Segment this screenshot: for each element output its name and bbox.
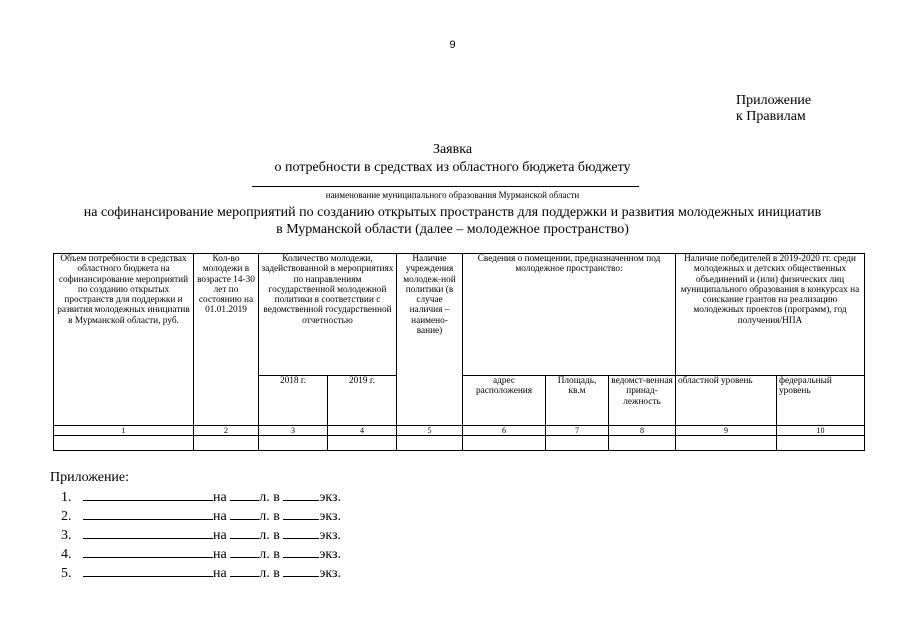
column-number: 8: [609, 426, 676, 436]
attachment-item: [61, 507, 341, 525]
table-cell: [546, 436, 609, 451]
attachment-number: 3.: [61, 528, 72, 543]
attachment-title-blank: [83, 507, 213, 520]
table-cell: [259, 436, 328, 451]
attachment-item: [61, 526, 341, 544]
table-cell: [777, 436, 865, 451]
subheader-regional-level: областной уровень: [676, 376, 777, 426]
attachment-l-v: л. в: [259, 528, 280, 543]
attachment-l-v: л. в: [259, 566, 280, 581]
column-number: 9: [676, 426, 777, 436]
table-number-row: [54, 426, 865, 436]
purpose-line-1: на софинансирование мероприятий по созданию открытых пространств для поддержки и развития молодежных инициатив: [83, 205, 822, 220]
attachment-copies-blank: [283, 545, 319, 558]
municipality-name-caption: наименование муниципального образования Мурманской области: [325, 190, 580, 200]
appendix-reference-line2: к Правилам: [736, 109, 806, 124]
attachment-l-v: л. в: [259, 490, 280, 505]
column-number: 2: [194, 426, 259, 436]
attachments-label: Приложение:: [50, 470, 130, 485]
attachment-item: [61, 545, 341, 563]
table-data-row: [54, 436, 865, 451]
attachment-title-blank: [83, 488, 213, 501]
table-cell: [676, 436, 777, 451]
attachment-copies-blank: [283, 507, 319, 520]
attachment-pages-blank: [230, 507, 259, 520]
table-cell: [54, 436, 194, 451]
attachment-ekz: экз.: [319, 566, 341, 581]
table-cell: [194, 436, 259, 451]
header-demand-volume: Объем потребности в средствах областного бюджета на софинансирование мероприятий по созданию открытых пространств для поддержки и развития молодежных инициатив в Мурманской области, руб.: [54, 254, 194, 426]
attachment-title-blank: [83, 545, 213, 558]
subheader-address: адрес расположения: [463, 376, 546, 426]
subheader-2019: 2019 г.: [328, 376, 397, 426]
column-number: 7: [546, 426, 609, 436]
column-number: 10: [777, 426, 865, 436]
purpose-line-2: в Мурманской области (далее – молодежное пространство): [276, 222, 629, 237]
attachment-ekz: экз.: [319, 509, 341, 524]
column-number: 1: [54, 426, 194, 436]
table-cell: [463, 436, 546, 451]
table-header-row: [54, 254, 865, 376]
table-cell: [397, 436, 463, 451]
subheader-federal-level: федеральный уровень: [777, 376, 865, 426]
column-number: 4: [328, 426, 397, 436]
document-title: Заявка: [432, 142, 473, 157]
attachment-copies-blank: [283, 526, 319, 539]
attachment-na: на: [213, 490, 227, 505]
attachment-pages-blank: [230, 488, 259, 501]
attachment-number: 5.: [61, 566, 72, 581]
appendix-reference-line1: Приложение: [736, 93, 812, 108]
header-youth-institution: Наличие учреждения молодеж-ной политики (в случае наличия – наимено-вание): [397, 254, 463, 426]
appendix-reference: [736, 93, 811, 125]
attachment-number: 2.: [61, 509, 72, 524]
column-number: 5: [397, 426, 463, 436]
attachment-ekz: экз.: [319, 547, 341, 562]
header-premises-info: Сведения о помещении, предназначенном под молодежное пространство:: [463, 254, 676, 376]
attachment-pages-blank: [230, 526, 259, 539]
table-cell: [328, 436, 397, 451]
attachment-title-blank: [83, 564, 213, 577]
attachment-item: [61, 564, 341, 582]
subheader-2018: 2018 г.: [259, 376, 328, 426]
attachment-ekz: экз.: [319, 490, 341, 505]
header-youth-involved: Количество молодежи, задействованной в мероприятиях по направлениям государственной молодежной политики в соответствии с ведомственной государственной отчетностью: [259, 254, 397, 376]
attachment-item: [61, 488, 341, 506]
attachment-copies-blank: [283, 564, 319, 577]
subheader-area: Площадь, кв.м: [546, 376, 609, 426]
column-number: 6: [463, 426, 546, 436]
attachment-title-blank: [83, 526, 213, 539]
column-number: 3: [259, 426, 328, 436]
document-subtitle: о потребности в средствах из областного бюджета бюджету: [274, 160, 631, 175]
attachment-na: на: [213, 547, 227, 562]
municipality-name-line: [252, 186, 639, 187]
attachment-ekz: экз.: [319, 528, 341, 543]
table-cell: [609, 436, 676, 451]
attachment-l-v: л. в: [259, 509, 280, 524]
attachment-na: на: [213, 528, 227, 543]
request-table: [53, 253, 865, 451]
attachment-pages-blank: [230, 545, 259, 558]
attachment-number: 4.: [61, 547, 72, 562]
attachment-copies-blank: [283, 488, 319, 501]
page-number: 9: [449, 39, 456, 51]
subheader-affiliation: ведомст-венная принад-лежность: [609, 376, 676, 426]
header-youth-count: Кол-во молодежи в возрасте 14-30 лет по состоянию на 01.01.2019: [194, 254, 259, 426]
attachment-na: на: [213, 566, 227, 581]
attachment-number: 1.: [61, 490, 72, 505]
attachment-pages-blank: [230, 564, 259, 577]
header-grant-winners: Наличие победителей в 2019-2020 гг. среди молодежных и детских общественных объединений и (или) физических лиц муниципального образования в конкурсах на соискание грантов на реализацию молодежных проектов (программ), год получения/НПА: [676, 254, 865, 376]
attachment-l-v: л. в: [259, 547, 280, 562]
attachment-na: на: [213, 509, 227, 524]
